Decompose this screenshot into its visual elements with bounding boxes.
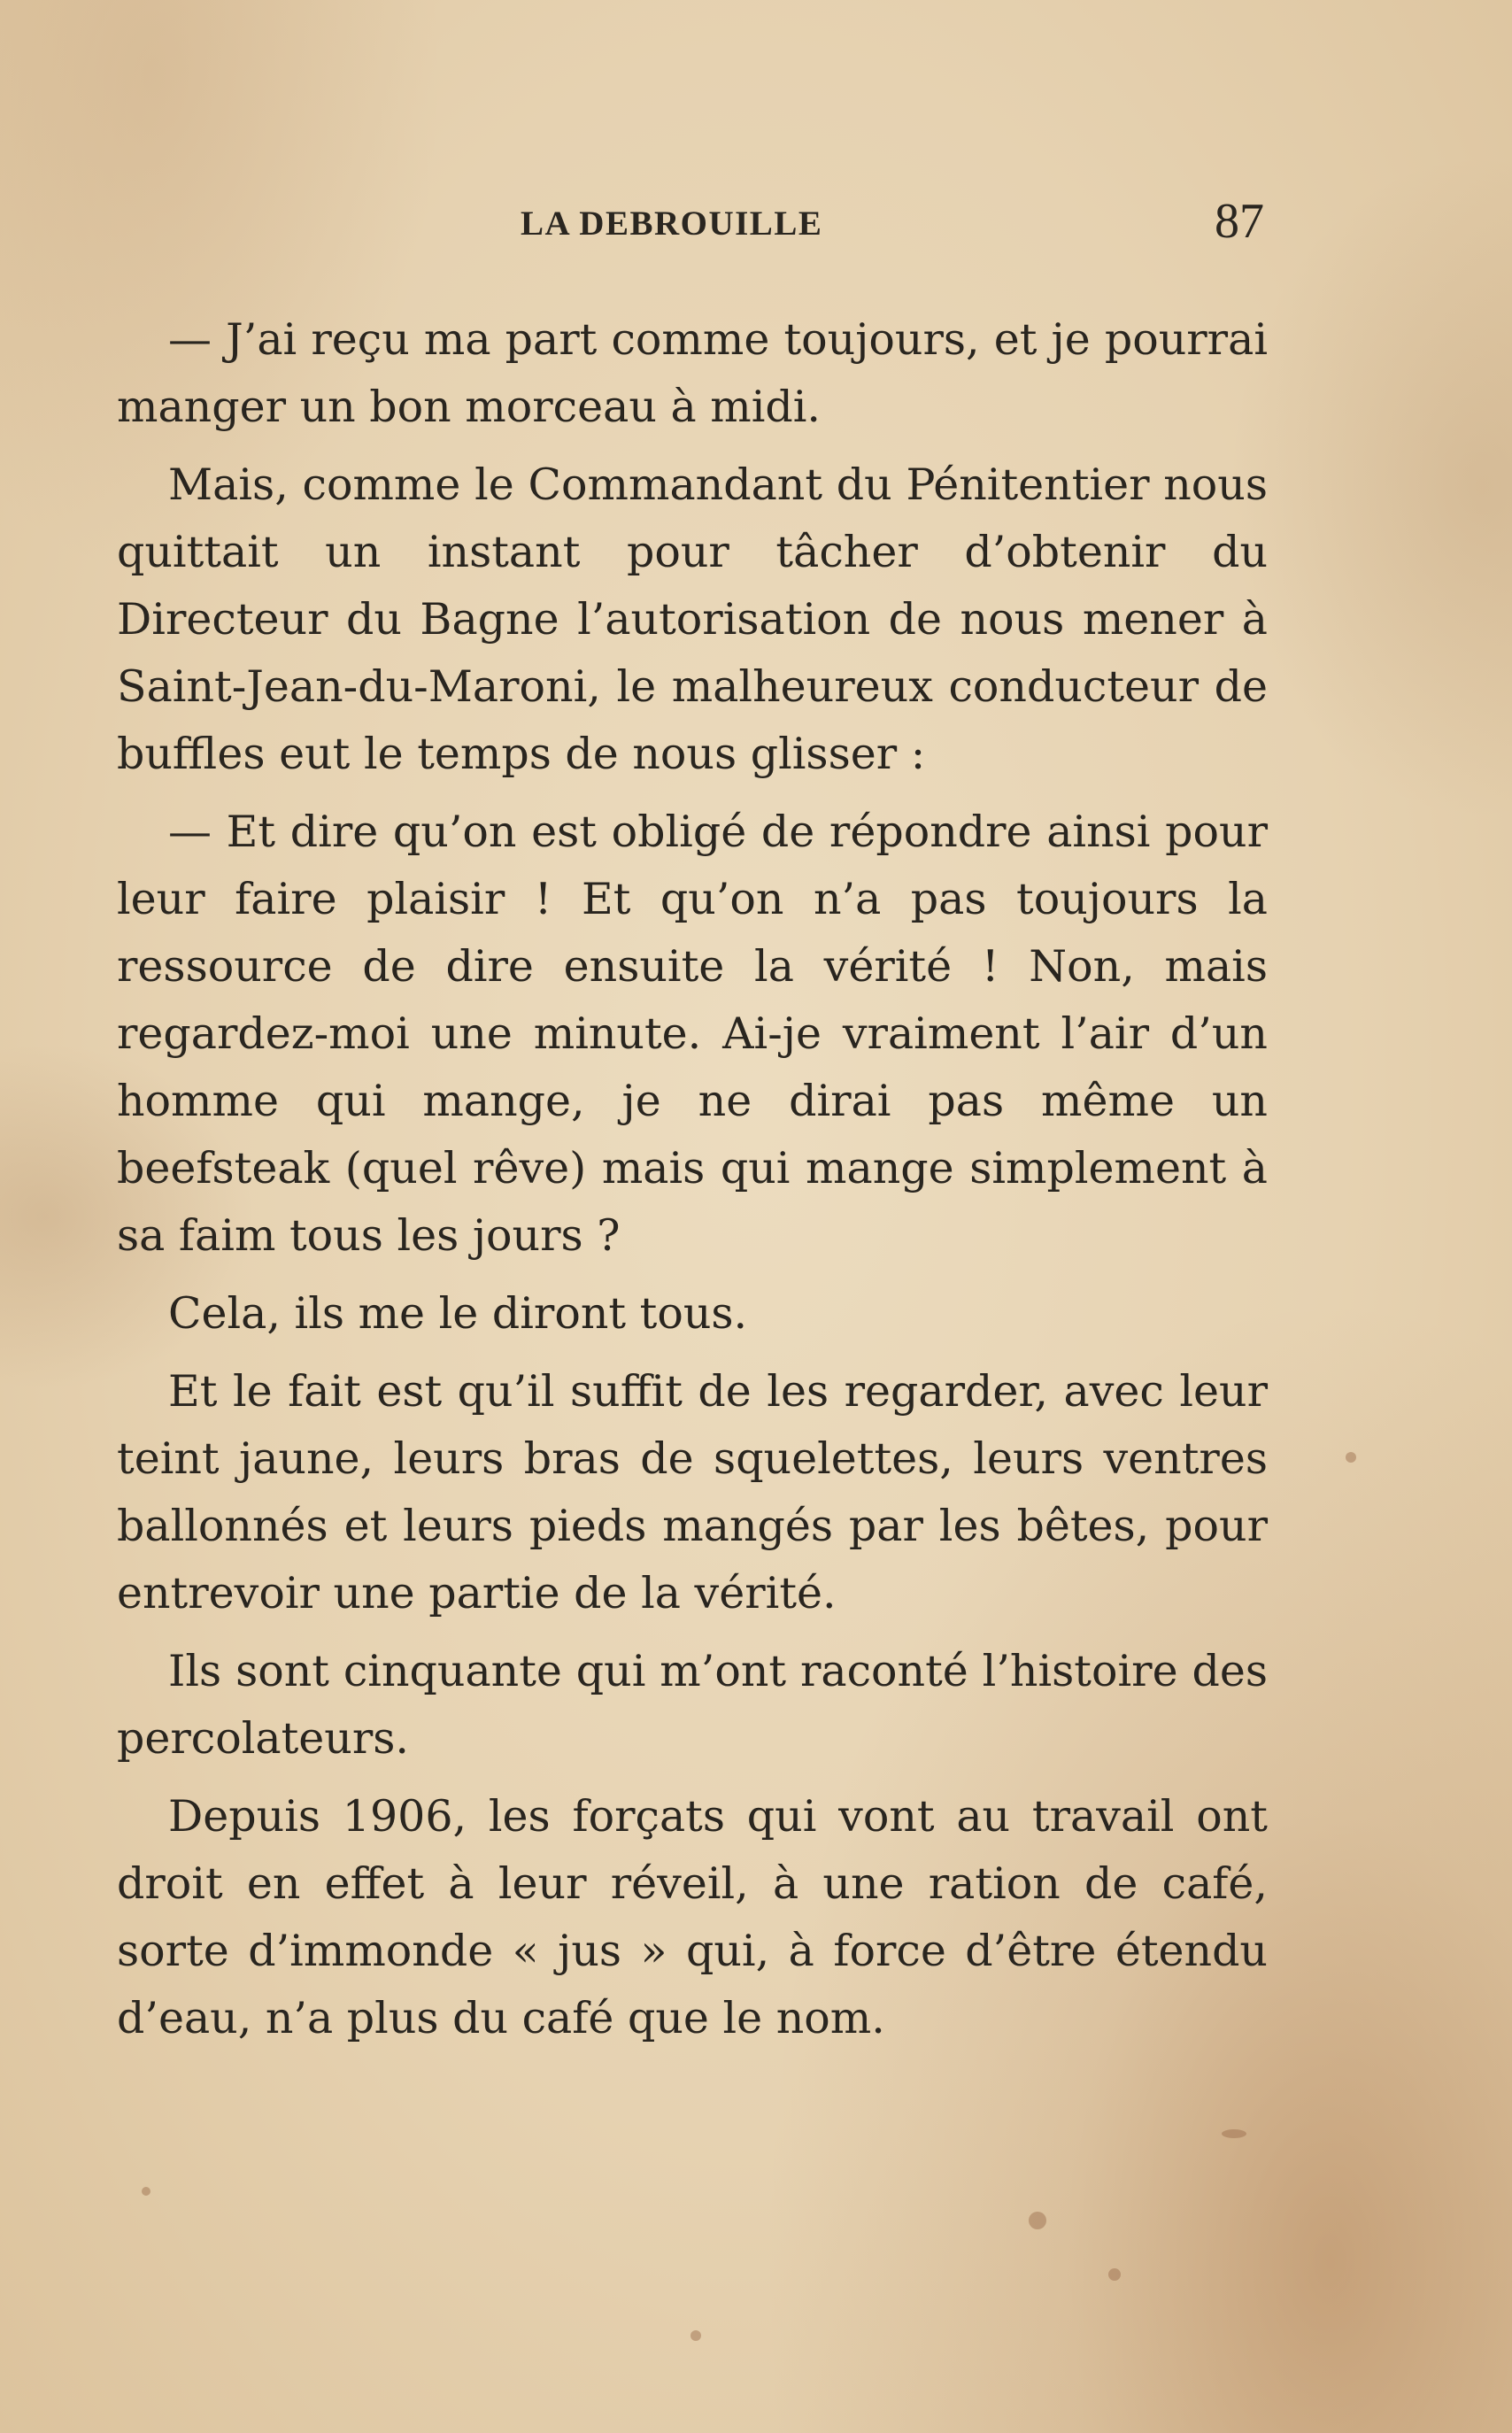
body-text	[117, 306, 1268, 2063]
page-header	[521, 193, 1264, 249]
paragraph: Depuis 1906, les forçats qui vont au travail ont droit en effet à leur réveil, à une ration de café, sorte d’immonde « jus » qui, à force d’être étendu d’eau, n’a plus du café que le nom.	[117, 1791, 1268, 2043]
paragraph: Mais, comme le Commandant du Pénitentier nous quittait un instant pour tâcher d’obtenir du Directeur du Bagne l’autorisation de nous mener à Saint-Jean-du-Maroni, le malheureux conducteur de buffles eut le temps de nous glisser :	[117, 460, 1268, 779]
paragraph: Et le fait est qu’il suffit de les regarder, avec leur teint jaune, leurs bras de squelettes, leurs ventres ballonnés et leurs pieds mangés par les bêtes, pour entrevoir une partie de la vérité.	[117, 1366, 1268, 1618]
paragraph: — Et dire qu’on est obligé de répondre ainsi pour leur faire plaisir ! Et qu’on n’a pas toujours la ressource de dire ensuite la vérité ! Non, mais regardez-moi une minute. Ai-je vraiment l’air d’un homme qui mange, je ne dirai pas même un beefsteak (quel rêve) mais qui mange simplement à sa faim tous les jours ?	[117, 807, 1268, 1261]
foxing-spot	[1346, 1452, 1356, 1463]
foxing-spot	[1222, 2129, 1246, 2138]
foxing-spot	[1108, 2268, 1121, 2281]
paragraph: Cela, ils me le diront tous.	[168, 1288, 748, 1339]
foxing-spot	[142, 2187, 150, 2196]
paragraph: — J’ai reçu ma part comme toujours, et je pourrai manger un bon morceau à midi.	[117, 314, 1268, 432]
page-number: 87	[1215, 194, 1264, 249]
running-title: LA DEBROUILLE	[521, 205, 823, 243]
foxing-spot	[690, 2330, 701, 2341]
paragraph: Ils sont cinquante qui m’ont raconté l’histoire des percolateurs.	[117, 1646, 1268, 1764]
foxing-spot	[1029, 2212, 1046, 2229]
